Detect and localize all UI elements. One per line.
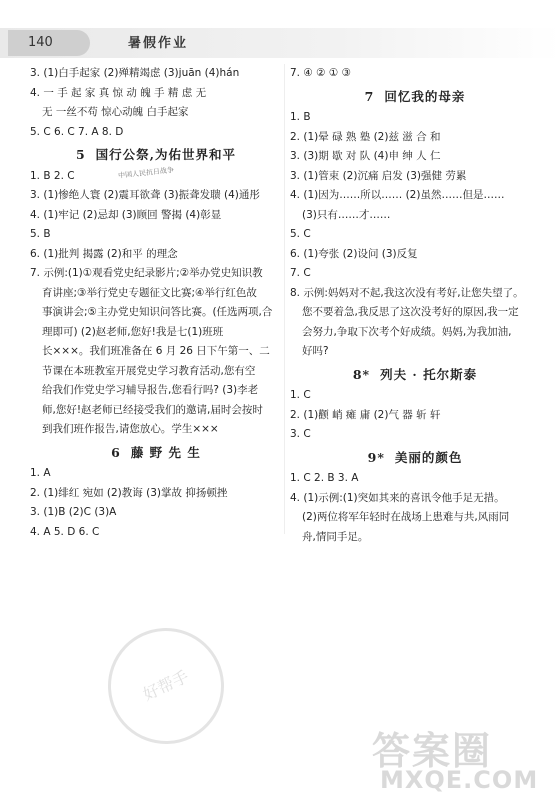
section-title-text: 藤 野 先 生 <box>130 444 201 460</box>
answer-line: 舟,情同手足。 <box>302 530 369 543</box>
answer-line: 7. ④ ② ① ③ <box>290 67 352 79</box>
answer-line: 7. 示例:(1)①观看党史纪录影片;②举办党史知识教 <box>30 267 263 279</box>
answer-line: 给我们作党史学习辅导报告,您看行吗? (3)李老 <box>42 384 259 396</box>
answer-line: 无 一丝不苟 惊心动魄 白手起家 <box>42 106 189 118</box>
section-number: 5 <box>75 147 86 162</box>
section-title <box>30 443 282 463</box>
answer-line: 4. (1)牢记 (2)忌却 (3)顾回 警揭 (4)彰显 <box>30 208 222 221</box>
answer-line: 4. A 5. D 6. C <box>30 525 100 538</box>
answer-line: 3. (1)惨绝人寰 (2)震耳欲聋 (3)振聋发聩 (4)通彤 <box>30 189 260 201</box>
column-divider <box>284 64 285 534</box>
answer-line: 1. C <box>290 389 311 401</box>
answer-line: 8. 示例:妈妈对不起,我这次没有考好,让您失望了。 <box>290 286 524 299</box>
answer-line: 5. C 6. C 7. A 8. D <box>30 125 124 138</box>
answer-line: 2. (1)绯红 宛如 (2)教诲 (3)掌故 抑扬顿挫 <box>30 486 228 499</box>
section-title <box>290 448 540 468</box>
answer-line: 5. C <box>290 228 311 240</box>
answer-line: 2. (1)颧 峭 瘫 庸 (2)气 器 斩 轩 <box>290 408 441 421</box>
right-answer-column <box>290 64 540 547</box>
site-watermark <box>372 720 552 800</box>
answer-line: 6. (1)夸张 (2)设问 (3)反复 <box>290 247 418 260</box>
section-number: 8* <box>352 366 371 382</box>
answer-line: 3. (1)管束 (2)沉痛 启发 (3)强健 劳累 <box>290 169 467 182</box>
answer-line: 6. (1)批判 揭露 (2)和平 的理念 <box>30 247 178 260</box>
answer-line: 3. (1)白手起家 (2)殚精竭虑 (3)juān (4)hán <box>30 67 240 79</box>
answer-line: 1. A <box>30 467 51 479</box>
answer-line: 理即可) (2)赵老师,您好!我是七(1)班班 <box>42 325 224 338</box>
watermark-chinese: 答案圈 <box>372 729 493 773</box>
answer-line: 事演讲会;⑤主办党史知识问答比赛。(任选两项,合 <box>42 306 273 318</box>
answer-line: 1. B <box>290 111 311 123</box>
answer-line: 会努力,争取下次考个好成绩。妈妈,为我加油, <box>302 325 512 338</box>
answer-line: 长×××。我们班准备在 6 月 26 日下午第一、二 <box>42 345 270 357</box>
page-header-title: 暑假作业 <box>128 36 189 51</box>
answer-line: 育讲座;③举行党史专题征文比赛;④举行红色故 <box>42 286 257 299</box>
section-title <box>30 145 282 165</box>
section-number: 7 <box>364 88 375 104</box>
section-title-text: 美丽的颜色 <box>394 449 463 465</box>
handwritten-note: 中国人民抗日战争 <box>117 166 175 180</box>
left-answer-column <box>30 64 282 542</box>
answer-line: 好吗? <box>302 345 329 357</box>
answer-line: 3. (1)B (2)C (3)A <box>30 506 117 518</box>
section-number: 6 <box>111 444 121 460</box>
answer-line: 3. C <box>290 428 311 440</box>
section-title-text: 国行公祭,为佑世界和平 <box>95 147 237 162</box>
answer-line: 节课在本班教室开展党史学习教育活动,您有空 <box>42 364 256 377</box>
section-title-text: 列夫 · 托尔斯泰 <box>380 366 478 382</box>
faded-stamp <box>89 609 243 763</box>
answer-line: 3. (3)期 歇 对 队 (4)申 绅 人 仁 <box>290 150 441 162</box>
section-title-text: 回忆我的母亲 <box>384 88 466 104</box>
stamp-text: 好帮手 <box>140 666 192 705</box>
answer-line: 7. C <box>290 267 311 279</box>
page-number: 140 <box>8 30 90 56</box>
answer-line: 4. (1)示例:(1)突如其来的喜讯令他手足无措。 <box>290 491 505 504</box>
section-title <box>290 365 540 385</box>
answer-line: 到我们班作报告,请您放心。学生××× <box>42 423 219 435</box>
section-number: 9* <box>367 449 385 465</box>
answer-line: 4. 一 手 起 家 真 惊 动 魄 手 精 虑 无 <box>30 86 207 99</box>
answer-line: 2. (1)晕 碌 熟 塾 (2)兹 滋 合 和 <box>290 130 441 143</box>
answer-line: 4. (1)因为……所以…… (2)虽然……但是…… <box>290 189 505 201</box>
answer-line: (2)两位将军年轻时在战场上患难与共,风雨同 <box>302 511 510 523</box>
answer-line: 1. B 2. C <box>30 169 75 182</box>
answer-line: 1. C 2. B 3. A <box>290 472 359 484</box>
answer-line: (3)只有……才…… <box>302 208 391 221</box>
answer-line: 师,您好!赵老师已经接受我们的邀请,届时会按时 <box>42 403 263 416</box>
watermark-url: MXQE.COM <box>380 766 539 794</box>
answer-line: 5. B <box>30 228 51 240</box>
answer-line: 您不要着急,我反思了这次没考好的原因,我一定 <box>302 306 519 318</box>
section-title <box>290 87 540 107</box>
